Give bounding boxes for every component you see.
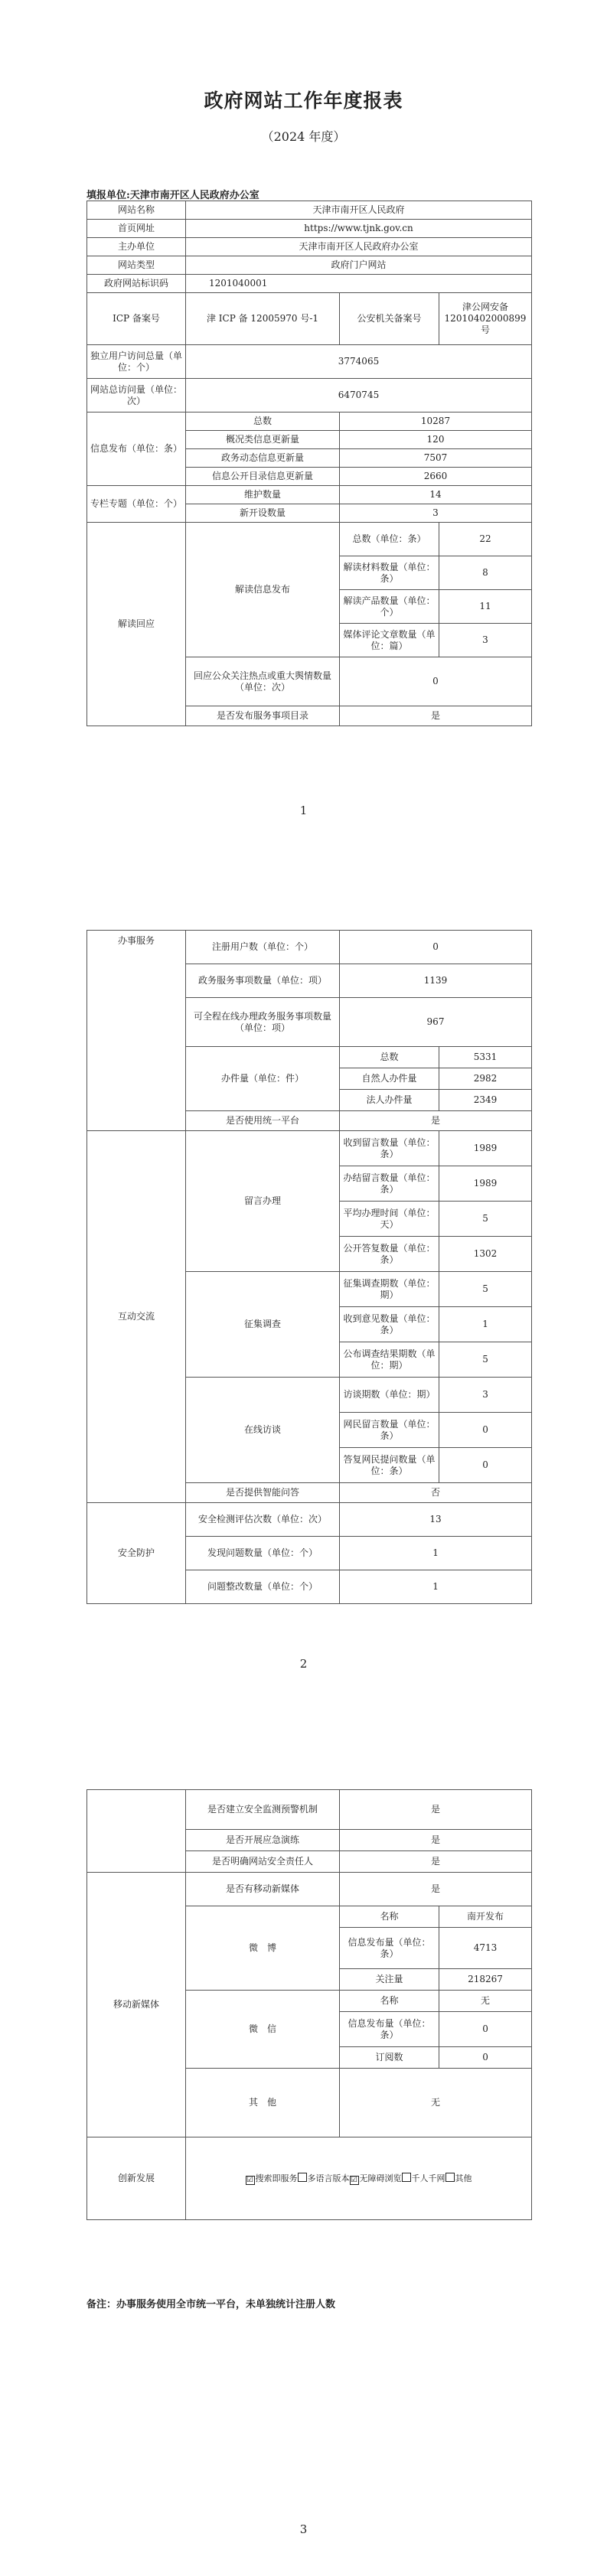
pv-value: 6470745 bbox=[186, 379, 532, 412]
interp-media: 3 bbox=[439, 624, 532, 657]
filler-unit: 填报单位:天津市南开区人民政府办公室 bbox=[86, 190, 259, 201]
info-total: 10287 bbox=[340, 412, 532, 431]
talk-cnt-label: 访谈期数（单位：期） bbox=[340, 1378, 439, 1413]
hot-value: 0 bbox=[340, 657, 532, 706]
resp-label: 是否明确网站安全责任人 bbox=[186, 1851, 340, 1873]
msg-done-label: 办结留言数量（单位：条） bbox=[340, 1166, 439, 1202]
unified-label: 是否使用统一平台 bbox=[186, 1111, 340, 1131]
interp-label: 解读回应 bbox=[87, 523, 186, 726]
weibo-posts: 4713 bbox=[439, 1928, 532, 1969]
mobile-label: 移动新媒体 bbox=[87, 1873, 186, 2137]
uv-value: 3774065 bbox=[186, 345, 532, 379]
icp-label: ICP 备案号 bbox=[87, 293, 186, 345]
survey-opin: 1 bbox=[439, 1307, 532, 1342]
msg-recv: 1989 bbox=[439, 1131, 532, 1166]
sponsor-label: 主办单位 bbox=[87, 238, 186, 256]
wechat-name-label: 名称 bbox=[340, 1991, 439, 2012]
sec-eval-label: 安全检测评估次数（单位：次） bbox=[186, 1503, 340, 1537]
msg-avg: 5 bbox=[439, 1202, 532, 1237]
pv-label: 网站总访问量（单位：次） bbox=[87, 379, 186, 412]
weibo-follow-label: 关注量 bbox=[340, 1969, 439, 1991]
innov-option[interactable]: 多语言版本 bbox=[298, 2173, 350, 2183]
warn-value: 是 bbox=[340, 1790, 532, 1830]
survey-opin-label: 收到意见数量（单位：条） bbox=[340, 1307, 439, 1342]
info-open: 2660 bbox=[340, 468, 532, 486]
interp-total-label: 总数（单位：条） bbox=[340, 523, 439, 556]
msg-done: 1989 bbox=[439, 1166, 532, 1202]
talk-ans: 0 bbox=[439, 1448, 532, 1483]
survey-cnt-label: 征集调查期数（单位：期） bbox=[340, 1272, 439, 1307]
weibo-name-label: 名称 bbox=[340, 1906, 439, 1928]
sponsor: 天津市南开区人民政府办公室 bbox=[186, 238, 532, 256]
weibo-label: 微 博 bbox=[186, 1906, 340, 1991]
interp-total: 22 bbox=[439, 523, 532, 556]
checkbox-icon[interactable]: ☑ bbox=[351, 2175, 357, 2184]
footnote: 备注：办事服务使用全市统一平台，未单独统计注册人数 bbox=[86, 2299, 336, 2310]
site-type-label: 网站类型 bbox=[87, 256, 186, 275]
has-mobile-label: 是否有移动新媒体 bbox=[186, 1873, 340, 1906]
resp-value: 是 bbox=[340, 1851, 532, 1873]
innov-options bbox=[186, 2137, 532, 2220]
talk-cnt: 3 bbox=[439, 1378, 532, 1413]
handled-legal-label: 法人办件量 bbox=[340, 1090, 439, 1111]
site-type: 政府门户网站 bbox=[186, 256, 532, 275]
innov-option[interactable]: ☑ 搜索即服务 bbox=[246, 2173, 298, 2184]
home-url: https://www.tjnk.gov.cn bbox=[186, 220, 532, 238]
items-value: 1139 bbox=[340, 964, 532, 998]
sec-eval: 13 bbox=[340, 1503, 532, 1537]
info-open-label: 信息公开目录信息更新量 bbox=[186, 468, 340, 486]
checkbox-icon[interactable] bbox=[298, 2173, 307, 2182]
site-name-label: 网站名称 bbox=[87, 201, 186, 220]
info-dynamic-label: 政务动态信息更新量 bbox=[186, 449, 340, 468]
interp-material: 8 bbox=[439, 556, 532, 590]
msg-avg-label: 平均办理时间（单位：天） bbox=[340, 1202, 439, 1237]
site-id: 1201040001 bbox=[186, 275, 532, 293]
report-table-page3 bbox=[86, 1789, 532, 2220]
smart-value: 否 bbox=[340, 1483, 532, 1503]
innov-option[interactable]: 其他 bbox=[445, 2173, 472, 2183]
other-label: 其 他 bbox=[186, 2069, 340, 2137]
checkbox-icon[interactable] bbox=[402, 2173, 411, 2182]
security-label: 安全防护 bbox=[87, 1503, 186, 1604]
msg-recv-label: 收到留言数量（单位：条） bbox=[340, 1131, 439, 1166]
handled-person: 2982 bbox=[439, 1068, 532, 1090]
msg-pub: 1302 bbox=[439, 1237, 532, 1272]
info-total-label: 总数 bbox=[186, 412, 340, 431]
survey-cnt: 5 bbox=[439, 1272, 532, 1307]
handled-total: 5331 bbox=[439, 1047, 532, 1068]
msg-label: 留言办理 bbox=[186, 1131, 340, 1272]
checkbox-icon[interactable]: ☑ bbox=[246, 2175, 253, 2184]
survey-pub: 5 bbox=[439, 1342, 532, 1378]
uv-label: 独立用户访问总量（单位：个） bbox=[87, 345, 186, 379]
info-overview: 120 bbox=[340, 431, 532, 449]
service-list-label: 是否发布服务事项目录 bbox=[186, 706, 340, 726]
police-label: 公安机关备案号 bbox=[340, 293, 439, 345]
talk-label: 在线访谈 bbox=[186, 1378, 340, 1483]
sec-fixed-label: 问题整改数量（单位：个） bbox=[186, 1570, 340, 1604]
page-number: 3 bbox=[299, 2522, 308, 2536]
talk-ans-label: 答复网民提问数量（单位：条） bbox=[340, 1448, 439, 1483]
icp-number: 津 ICP 备 12005970 号-1 bbox=[186, 293, 340, 345]
info-dynamic: 7507 bbox=[340, 449, 532, 468]
smart-label: 是否提供智能问答 bbox=[186, 1483, 340, 1503]
innov-option[interactable]: 千人千网 bbox=[402, 2173, 445, 2183]
site-name: 天津市南开区人民政府 bbox=[186, 201, 532, 220]
survey-label: 征集调查 bbox=[186, 1272, 340, 1378]
wechat-posts-label: 信息发布量（单位：条） bbox=[340, 2012, 439, 2047]
interp-info-label: 解读信息发布 bbox=[186, 523, 340, 657]
handled-legal: 2349 bbox=[439, 1090, 532, 1111]
items-label: 政务服务事项数量（单位：项） bbox=[186, 964, 340, 998]
column-maintain: 14 bbox=[340, 486, 532, 504]
sec-found-label: 发现问题数量（单位：个） bbox=[186, 1537, 340, 1570]
page-number: 2 bbox=[299, 1657, 308, 1671]
interp-material-label: 解读材料数量（单位：条） bbox=[340, 556, 439, 590]
interact-label: 互动交流 bbox=[87, 1131, 186, 1503]
innov-label: 创新发展 bbox=[87, 2137, 186, 2220]
talk-msg: 0 bbox=[439, 1413, 532, 1448]
handled-label: 办件量（单位：件） bbox=[186, 1047, 340, 1111]
online-label: 可全程在线办理政务服务事项数量（单位：项） bbox=[186, 998, 340, 1047]
checkbox-icon[interactable] bbox=[445, 2173, 455, 2182]
drill-value: 是 bbox=[340, 1830, 532, 1851]
interp-product: 11 bbox=[439, 590, 532, 624]
wechat-label: 微 信 bbox=[186, 1991, 340, 2069]
wechat-posts: 0 bbox=[439, 2012, 532, 2047]
service-list: 是 bbox=[340, 706, 532, 726]
online-value: 967 bbox=[340, 998, 532, 1047]
sec-fixed: 1 bbox=[340, 1570, 532, 1604]
page-number: 1 bbox=[299, 804, 308, 817]
other-value: 无 bbox=[340, 2069, 532, 2137]
interp-media-label: 媒体评论文章数量（单位：篇） bbox=[340, 624, 439, 657]
talk-msg-label: 网民留言数量（单位：条） bbox=[340, 1413, 439, 1448]
service-label: 办事服务 bbox=[87, 931, 186, 1131]
weibo-follow: 218267 bbox=[439, 1969, 532, 1991]
drill-label: 是否开展应急演练 bbox=[186, 1830, 340, 1851]
report-title: 政府网站工作年度报表 bbox=[204, 90, 403, 112]
wechat-sub: 0 bbox=[439, 2047, 532, 2069]
column-new-label: 新开设数量 bbox=[186, 504, 340, 523]
msg-pub-label: 公开答复数量（单位：条） bbox=[340, 1237, 439, 1272]
column-label: 专栏专题（单位：个） bbox=[87, 486, 186, 523]
column-maintain-label: 维护数量 bbox=[186, 486, 340, 504]
police-number: 津公网安备12010402000899 号 bbox=[439, 293, 532, 345]
weibo-posts-label: 信息发布量（单位：条） bbox=[340, 1928, 439, 1969]
home-url-label: 首页网址 bbox=[87, 220, 186, 238]
handled-total-label: 总数 bbox=[340, 1047, 439, 1068]
wechat-name: 无 bbox=[439, 1991, 532, 2012]
interp-product-label: 解读产品数量（单位：个） bbox=[340, 590, 439, 624]
warn-label: 是否建立安全监测预警机制 bbox=[186, 1790, 340, 1830]
hot-label: 回应公众关注热点或重大舆情数量（单位：次） bbox=[186, 657, 340, 706]
report-year: （2024 年度） bbox=[261, 129, 346, 144]
security-cont-cell bbox=[87, 1790, 186, 1873]
reg-label: 注册用户数（单位：个） bbox=[186, 931, 340, 964]
reg-value: 0 bbox=[340, 931, 532, 964]
info-label: 信息发布（单位：条） bbox=[87, 412, 186, 486]
wechat-sub-label: 订阅数 bbox=[340, 2047, 439, 2069]
report-table-page1 bbox=[86, 201, 532, 726]
handled-person-label: 自然人办件量 bbox=[340, 1068, 439, 1090]
unified-value: 是 bbox=[340, 1111, 532, 1131]
report-table-page2 bbox=[86, 930, 532, 1604]
column-new: 3 bbox=[340, 504, 532, 523]
survey-pub-label: 公布调查结果期数（单位：期） bbox=[340, 1342, 439, 1378]
has-mobile: 是 bbox=[340, 1873, 532, 1906]
site-id-label: 政府网站标识码 bbox=[87, 275, 186, 293]
info-overview-label: 概况类信息更新量 bbox=[186, 431, 340, 449]
weibo-name: 南开发布 bbox=[439, 1906, 532, 1928]
sec-found: 1 bbox=[340, 1537, 532, 1570]
innov-option[interactable]: ☑ 无障碍浏览 bbox=[351, 2173, 402, 2184]
